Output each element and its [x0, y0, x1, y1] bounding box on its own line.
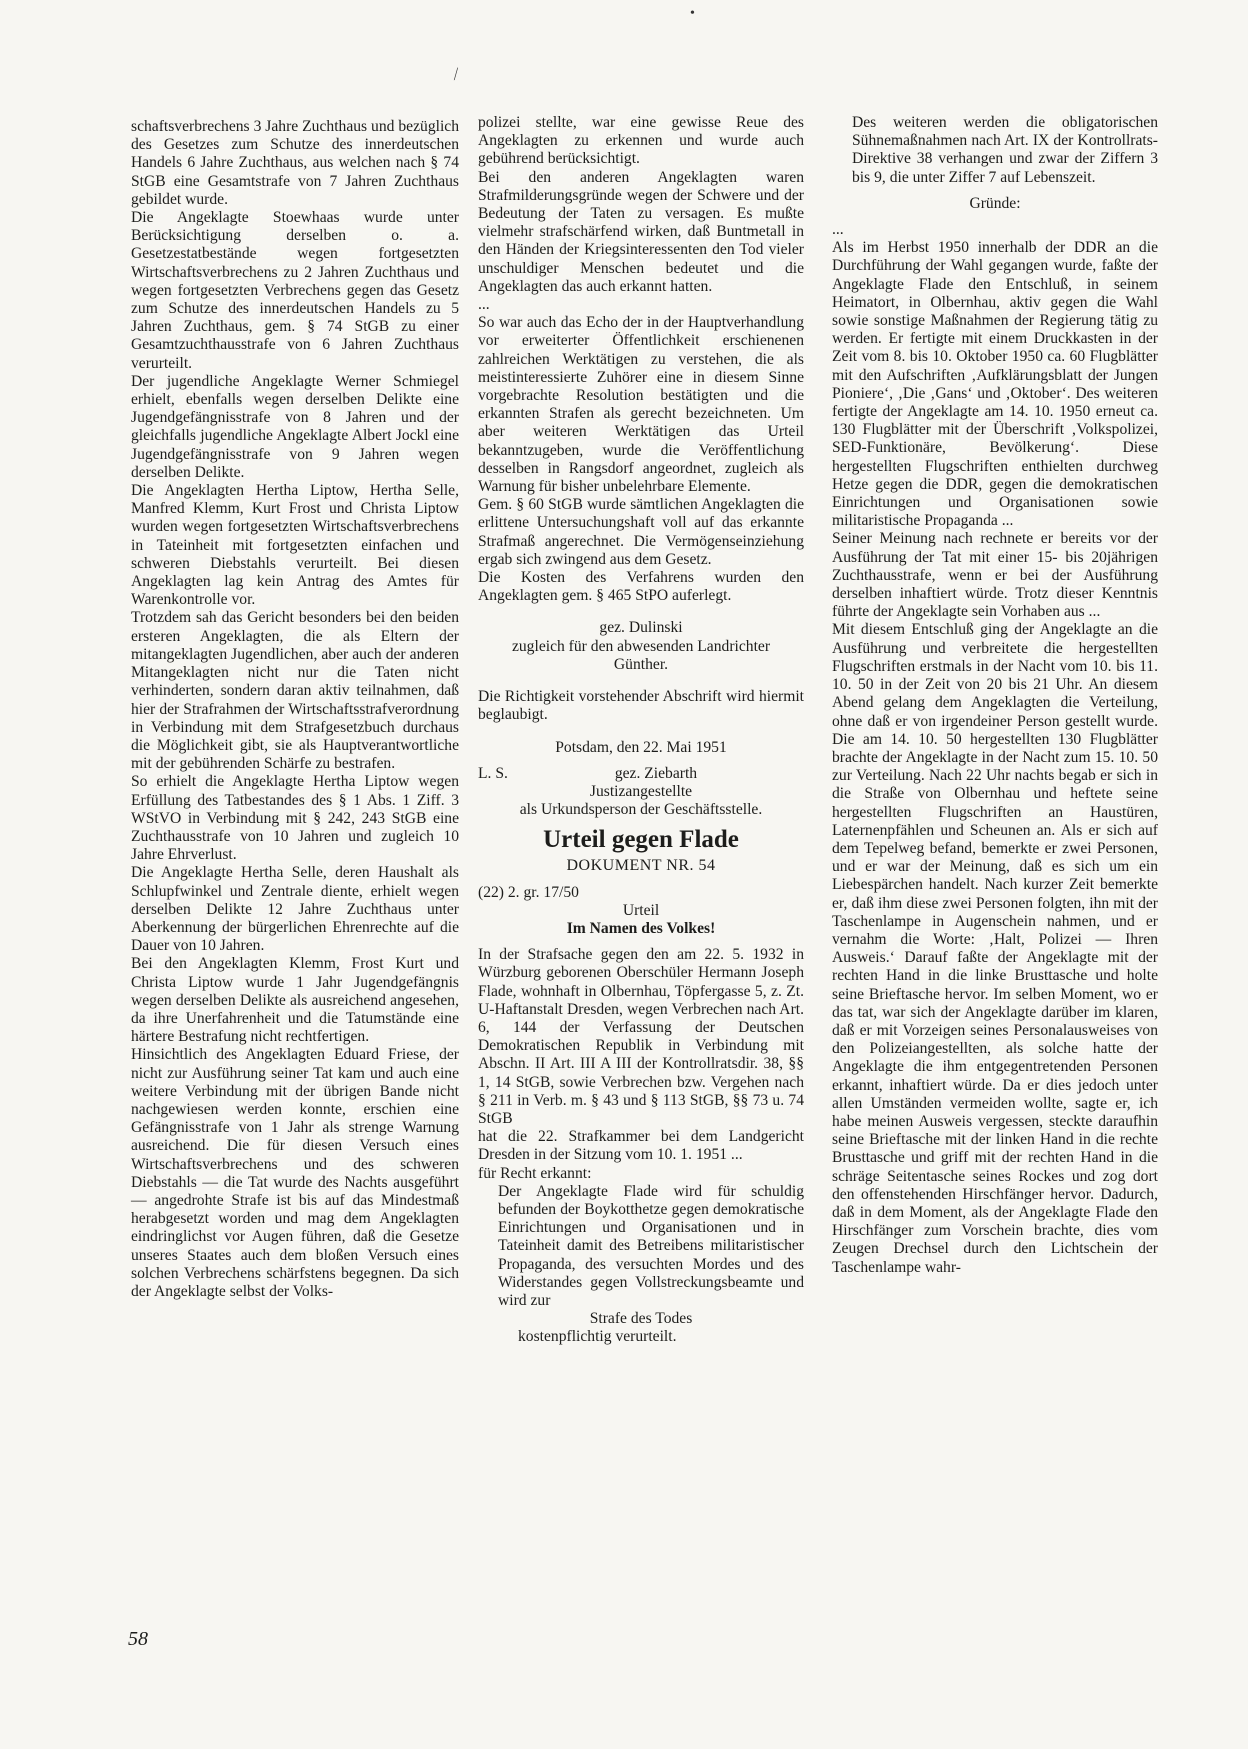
costs: kostenpflichtig verurteilt. [518, 1328, 677, 1346]
section-subheading: Gründe: [969, 194, 1021, 212]
document-label: DOKUMENT NR. 54 [566, 857, 716, 875]
scan-mark: • [690, 6, 695, 21]
paragraph: In der Strafsache gegen den am 22. 5. 1932 in Würzburg geborenen Oberschüler Hermann Joseph Flade, wohnhaft in Olbernhau, Töpfergasse 5, z. Zt. U-Haftanstalt Dresden, wegen Verbrechen nach Art. 6, 144 der Verfassung der Deutschen Demokratischen Republik in Verbindung mit Abschn. II Art. III A III der Kontrollratsdir. 38, §§ 1, 14 StGB, sowie Verbrechen bzw. Vergehen nach § 211 in Verb. m. § 43 und § 113 StGB, §§ 73 u. 74 StGB [478, 946, 804, 1127]
signature-line: Günther. [613, 655, 669, 673]
paragraph: hat die 22. Strafkammer bei dem Landgericht Dresden in der Sitzung vom 10. 1. 1951 ... [478, 1128, 804, 1164]
column-left [131, 118, 459, 1301]
paragraph: Mit diesem Entschluß ging der Angeklagte an die Ausführung und verbreitete die hergestellten Flugschriften erstmals in der Nacht vom 10. bis 11. 10. 50 in der Zeit von 20 bis 21 Uhr. An diesem Abend gelang dem Angeklagten die Verteilung, ohne daß er von irgendeiner Person gestellt wurde. Die am 14. 10. 50 hergestellten 130 Flugblätter brachte der Angeklagte in der Nacht zum 15. 10. 50 zur Verteilung. Nach 22 Uhr nachts begab er sich in die Straße von Olbernhau und heftete seine hergestellten Flugschriften an Haustüren, Laternenpfählen und Scheunen an. Als er sich auf dem Tepelweg befand, bemerkte er zwei Personen, und er war der Meinung, daß es sich um ein Liebespärchen handelt. Nach kurzer Zeit bemerkte er, daß ihm diese zwei Personen folgten, ihn mit der Taschenlampe in Augenschein nahmen, und er vernahm die Worte: ‚Halt, Polizei — Ihren Ausweis.‘ Darauf faßte der Angeklagte mit der rechten Hand in die linke Brusttasche und holte seine Brieftasche hervor. Im selben Moment, wo er das tat, war sich der Angeklagte darüber im klaren, daß er mit Vorzeigen seines Personalausweises von den Polizeiangestellten, als solche hatte der Angeklagte die ihm entgegentretenden Personen erkannt, inhaftiert würde. Da er dies jedoch unter allen Umständen vermeiden wollte, sagte er, ich habe meinen Ausweis vergessen, steckte daraufhin seine Brieftasche mit der linken Hand in die rechte Brusttasche und griff mit der rechten Hand in die schräge Seitentasche seines Rockes und zog dort den offenstehenden Hirschfänger hervor. Dadurch, daß in dem Moment, als der Angeklagte Flade den Hirschfänger zum Vorschein brachte, dies vom Zeugen Drechsel durch den Lichtschein der Taschenlampe wahr- [832, 621, 1158, 1276]
column-right [832, 114, 1158, 1277]
paragraph: Gem. § 60 StGB wurde sämtlichen Angeklagten die erlittene Untersuchungshaft voll auf das erkannte Strafmaß angerechnet. Die Vermögenseinziehung ergab sich zwingend aus dem Gesetz. [478, 496, 804, 568]
certification: Die Richtigkeit vorstehender Abschrift wird hiermit beglaubigt. [478, 688, 804, 724]
verdict-subtitle: Im Namen des Volkes! [566, 919, 716, 937]
paragraph: So war auch das Echo der in der Hauptverhandlung vor erweiterter Öffentlichkeit erschienenen zahlreichen Werktätigen zu verstehen, die als meistinteressierte Zuhörer eine in diesem Sinne vorgebrachte Resolution bestätigten und die erkannten Strafen als gerecht bezeichneten. Um aber weiteren Werktätigen das Urteil bekanntzugeben, wurde die Veröffentlichung desselben in Rangsdorf angeordnet, zugleich als Warnung für bisher unbelehrbare Elemente. [478, 314, 804, 496]
paragraph: Die Angeklagte Stoewhaas wurde unter Berücksichtigung derselben o. a. Gesetzestatbestände wegen fortgesetzten Wirtschaftsverbrechens zu 2 Jahren Zuchthaus und wegen fortgesetzten Verbrechens gegen das Gesetz zum Schutze des innerdeutschen Handels zu 5 Jahren Zuchthaus, gem. § 74 StGB zu einer Gesamtzuchthausstrafe von 6 Jahren Zuchthaus verurteilt. [131, 209, 459, 372]
signature-line: Justizangestellte [589, 782, 693, 800]
paragraph: Die Angeklagte Hertha Selle, deren Haushalt als Schlupfwinkel und Zentrale diente, erhielt wegen derselben Delikte 12 Jahre Zuchthaus unter Aberkennung der bürgerlichen Ehrenrechte auf die Dauer von 10 Jahren. [131, 864, 459, 955]
paragraph: Bei den Angeklagten Klemm, Frost Kurt und Christa Liptow wurde 1 Jahr Jugendgefängnis wegen derselben Delikte als ausreichend angesehen, da ihre Unerfahrenheit und die Tatumstände eine härtere Bestrafung nicht rechtfertigen. [131, 955, 459, 1046]
paragraph: Die Kosten des Verfahrens wurden den Angeklagten gem. § 465 StPO auferlegt. [478, 569, 804, 605]
verdict-text: Der Angeklagte Flade wird für schuldig befunden der Boykotthetze gegen demokratische Einrichtungen und Organisationen und in Tateinheit damit des Betreibens militaristischer Propaganda, des versuchten Mordes und des Widerstandes gegen Vollstreckungsbeamte und wird zur [498, 1182, 804, 1309]
section-heading: Urteil gegen Flade [543, 826, 739, 854]
paragraph: schaftsverbrechens 3 Jahre Zuchthaus und bezüglich des Gesetzes zum Schutze des innerdeutschen Handels 6 Jahre Zuchthaus, aus welchen nach § 74 StGB eine Gesamtstrafe von 7 Jahren Zuchthaus gebildet wurde. [131, 118, 459, 208]
paragraph: Die Angeklagten Hertha Liptow, Hertha Selle, Manfred Klemm, Kurt Frost und Christa Liptow wurden wegen fortgesetzten Wirtschaftsverbrechens in Tateinheit mit fortgesetzten einfachen und schweren Diebstahls verurteilt. Bei diesen Angeklagten lag kein Antrag des Amtes für Warenkontrolle vor. [131, 482, 459, 609]
paragraph: polizei stellte, war eine gewisse Reue des Angeklagten zu erkennen und wurde auch gebührend berücksichtigt. [478, 114, 804, 168]
ellipsis: ... [832, 221, 844, 239]
place-date: Potsdam, den 22. Mai 1951 [555, 738, 727, 756]
paragraph: Der jugendliche Angeklagte Werner Schmiegel erhielt, ebenfalls wegen derselben Delikte eine Jugendgefängnisstrafe von 8 Jahren und der gleichfalls jugendliche Angeklagte Albert Jockl eine Jugendgefängnisstrafe von 9 Jahren wegen derselben Delikte. [131, 372, 459, 481]
paragraph: Als im Herbst 1950 innerhalb der DDR an die Durchführung der Wahl gegangen wurde, faßte der Angeklagte Flade den Entschluß, in seinem Heimatort, in Olbernhau, aktiv gegen die Wahl sowie sonstige Maßnahmen der Regierung tätig zu werden. Er fertigte mit einem Druckkasten in der Zeit vom 8. bis 10. Oktober 1950 ca. 60 Flugblätter mit den Aufschriften ‚Aufklärungsblatt der Jungen Pioniere‘, ‚Die ‚Gans‘ und ‚Oktober‘. Des weiteren fertigte der Angeklagte am 14. 10. 1950 erneut ca. 130 Flugblätter mit der Überschrift ‚Volkspolizei, SED-Funktionäre, Bevölkerung‘. Diese hergestellten Flugschriften enthielten durchweg Hetze gegen die DDR, gegen die demokratischen Einrichtungen und Organisationen sowie militaristische Propaganda ... [832, 239, 1158, 530]
scan-mark: ⁄ [452, 66, 461, 83]
ellipsis: ... [478, 296, 490, 314]
verdict-title: Urteil [622, 901, 660, 919]
paragraph: Des weiteren werden die obligatorischen Sühnemaßnahmen nach Art. IX der Kontrollrats-Direktive 38 verhangen und zwar der Ziffern 3 bis 9, die unter Ziffer 7 auf Lebenszeit. [852, 114, 1158, 186]
file-number: (22) 2. gr. 17/50 [478, 883, 579, 901]
penalty: Strafe des Todes [589, 1310, 693, 1328]
seal-mark: L. S. [478, 764, 508, 782]
paragraph: Bei den anderen Angeklagten waren Strafmilderungsgründe wegen der Schwere und der Bedeutung der Taten zu versagen. Es mußte vielmehr strafschärfend wirken, daß Buntmetall in den Händen der Kriegsinteressenten den Tod vieler unschuldiger Menschen bedeutet und die Angeklagten das auch erkannt hatten. [478, 168, 804, 295]
signature-line: als Urkundsperson der Geschäftsstelle. [519, 801, 763, 819]
paragraph: Seiner Meinung nach rechnete er bereits vor der Ausführung der Tat mit einer 15- bis 20jährigen Zuchthausstrafe, wenn er bei der Ausführung derselben inhaftiert würde. Trotz dieser Kenntnis führte der Angeklagte sein Vorhaben aus ... [832, 530, 1158, 621]
paragraph: Hinsichtlich des Angeklagten Eduard Friese, der nicht zur Ausführung seiner Tat kam und auch eine weitere Verbindung mit der übrigen Bande nicht nachgewiesen werden konnte, erschien eine Gefängnisstrafe von 1 Jahr als strenge Warnung ausreichend. Die für diesen Versuch eines Wirtschaftsverbrechens und des schweren Diebstahls — die Tat wurde des Nachts ausgeführt — angedrohte Strafe ist bis auf das Mindestmaß herabgesetzt worden und mag dem Angeklagten eindringlichst vor Augen führen, daß die Gesetze unseres Staates auch dem bloßen Versuch eines solchen Verbrechens schärfstens begegnen. Da sich der Angeklagte selbst der Volks- [131, 1046, 459, 1300]
page-number: 58 [128, 1628, 148, 1650]
paragraph: für Recht erkannt: [478, 1164, 592, 1182]
paragraph: Trotzdem sah das Gericht besonders bei den beiden ersteren Angeklagten, die als Eltern der mitangeklagten Jugendlichen, aber auch der anderen Mitangeklagten nicht nur die Taten nicht verhinderten, sondern daran aktiv teilnahmen, daß hier der Strafrahmen der Wirtschaftsstrafverordnung in Verbindung mit dem Strafgesetzbuch durchaus die Möglichkeit gibt, sie als Hauptverantwortliche mit der gebührenden Schärfe zu bestrafen. [131, 609, 459, 773]
signature-name: gez. Dulinski [599, 619, 683, 637]
signature-line: zugleich für den abwesenden Landrichter [511, 637, 771, 655]
paragraph: So erhielt die Angeklagte Hertha Liptow wegen Erfüllung des Tatbestandes des § 1 Abs. 1 Ziff. 3 WStVO in Verbindung mit § 242, 243 StGB eine Zuchthausstrafe von 10 Jahren und zugleich 10 Jahre Ehrverlust. [131, 773, 459, 864]
signature-name: gez. Ziebarth [614, 764, 698, 782]
column-middle [478, 114, 804, 1347]
